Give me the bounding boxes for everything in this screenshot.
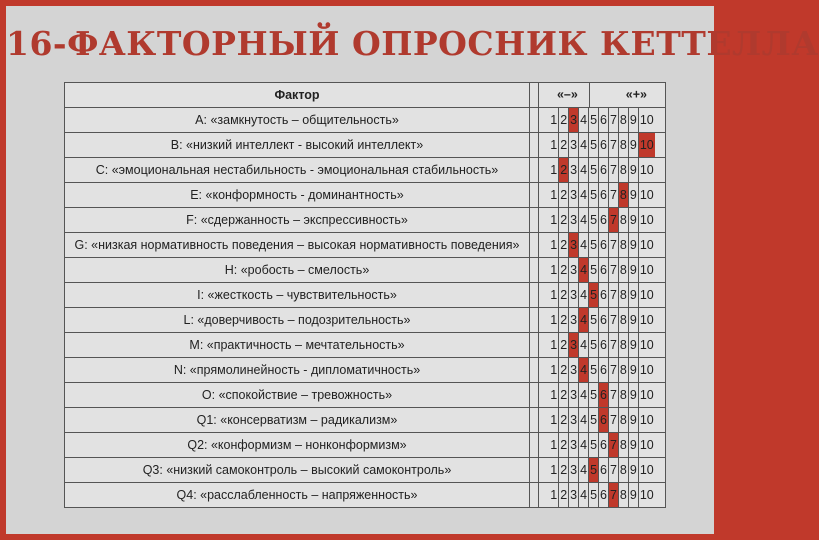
factor-label: Q2: «конформизм – нонконформизм» [65,433,530,458]
scale-value: 3 [568,408,578,432]
row-gap [530,233,539,258]
sten-scale [539,258,666,283]
scale-value: 4 [578,483,588,507]
scale-value: 6 [598,283,608,307]
scale-value-highlighted: 3 [568,333,578,357]
scale-value: 6 [598,208,608,232]
scale-value: 2 [558,458,568,482]
table-row [65,408,666,433]
table-header-row [65,83,666,108]
scale-value: 6 [598,108,608,132]
scale-value: 4 [578,158,588,182]
scale-value: 7 [608,408,618,432]
scale-value: 1 [550,263,558,277]
scale-value: 3 [568,433,578,457]
scale-value: 10 [638,233,655,257]
table-row [65,158,666,183]
scale-value: 5 [588,258,598,282]
scale-value: 10 [638,158,655,182]
scale-value: 6 [598,433,608,457]
scale-value: 10 [638,358,655,382]
scale-value: 3 [568,258,578,282]
factor-label: L: «доверчивость – подозрительность» [65,308,530,333]
scale-value: 6 [598,233,608,257]
scale-value: 7 [608,333,618,357]
scale-value: 9 [628,258,638,282]
scale-value: 9 [628,458,638,482]
factor-label: М: «практичность – мечтательность» [65,333,530,358]
scale-value-highlighted: 7 [608,433,618,457]
scale-value: 7 [608,108,618,132]
scale-value: 7 [608,183,618,207]
table-row [65,358,666,383]
row-gap [530,458,539,483]
table-row [65,458,666,483]
scale-value: 10 [638,383,655,407]
factor-label: О: «спокойствие – тревожность» [65,383,530,408]
scale-value-highlighted: 3 [568,233,578,257]
scale-value-highlighted: 10 [638,133,655,157]
row-gap [530,283,539,308]
table-row [65,133,666,158]
scale-value-highlighted: 4 [578,358,588,382]
scale-value: 10 [638,333,655,357]
scale-value: 1 [550,338,558,352]
scale-value: 10 [638,108,655,132]
row-gap [530,383,539,408]
table-row [65,283,666,308]
table-row [65,208,666,233]
scale-value: 8 [618,408,628,432]
scale-value: 8 [618,208,628,232]
row-gap [530,183,539,208]
scale-value: 7 [608,158,618,182]
sten-scale [539,408,666,433]
scale-value: 10 [638,483,655,507]
row-gap [530,308,539,333]
scale-value-highlighted: 8 [618,183,628,207]
table-row [65,383,666,408]
scale-value: 1 [550,163,558,177]
scale-value: 7 [608,133,618,157]
factor-label: G: «низкая нормативность поведения – высокая нормативность поведения» [65,233,530,258]
row-gap [530,258,539,283]
row-gap [530,433,539,458]
scale-value-highlighted: 4 [578,258,588,282]
scale-value: 2 [558,383,568,407]
scale-value: 8 [618,358,628,382]
scale-value: 6 [598,458,608,482]
scale-value: 3 [568,483,578,507]
scale-value: 4 [578,183,588,207]
scale-value: 8 [618,458,628,482]
sten-scale [539,458,666,483]
scale-value: 6 [598,483,608,507]
scale-value: 3 [568,358,578,382]
row-gap [530,333,539,358]
scale-value-highlighted: 3 [568,108,578,132]
scale-value: 10 [638,458,655,482]
scale-value: 5 [588,408,598,432]
scale-value: 5 [588,333,598,357]
factor-label: N: «прямолинейность - дипломатичность» [65,358,530,383]
scale-value: 10 [638,183,655,207]
header-minus: «–» [556,87,578,102]
sten-scale [539,308,666,333]
scale-value: 9 [628,133,638,157]
table-row [65,308,666,333]
scale-value: 10 [638,433,655,457]
page-title: 16-ФАКТОРНЫЙ ОПРОСНИК КЕТТЕЛЛА [6,24,819,63]
scale-value: 7 [608,233,618,257]
scale-value: 4 [578,408,588,432]
scale-value: 4 [578,208,588,232]
scale-value: 7 [608,458,618,482]
scale-value-highlighted: 6 [598,383,608,407]
sten-scale [539,108,666,133]
scale-value-highlighted: 4 [578,308,588,332]
header-factor: Фактор [65,83,530,108]
table-row [65,333,666,358]
scale-value: 6 [598,158,608,182]
scale-value: 8 [618,233,628,257]
scale-value: 6 [598,358,608,382]
scale-value: 8 [618,258,628,282]
scale-value: 4 [578,333,588,357]
scale-value: 9 [628,383,638,407]
sten-scale [539,433,666,458]
sten-scale [539,183,666,208]
scale-value: 4 [578,283,588,307]
sten-scale [539,283,666,308]
factor-label: Q3: «низкий самоконтроль – высокий самоконтроль» [65,458,530,483]
scale-value: 3 [568,183,578,207]
scale-value: 2 [558,483,568,507]
header-gap [530,83,539,108]
scale-value: 5 [588,208,598,232]
scale-value: 2 [558,208,568,232]
scale-value: 5 [588,433,598,457]
table-row [65,433,666,458]
row-gap [530,158,539,183]
scale-value: 3 [568,383,578,407]
scale-value: 2 [558,433,568,457]
header-plus: «+» [625,87,648,102]
scale-value: 2 [558,333,568,357]
factor-label: Q1: «консерватизм – радикализм» [65,408,530,433]
scale-value: 2 [558,108,568,132]
factor-label: F: «сдержанность – экспрессивность» [65,208,530,233]
scale-value: 7 [608,258,618,282]
factor-table [64,82,666,508]
factor-label: А: «замкнутость – общительность» [65,108,530,133]
scale-value: 8 [618,383,628,407]
scale-value: 8 [618,433,628,457]
scale-value-highlighted: 6 [598,408,608,432]
scale-value: 10 [638,283,655,307]
scale-value: 10 [638,308,655,332]
scale-value: 1 [550,288,558,302]
scale-value: 6 [598,133,608,157]
scale-value: 2 [558,358,568,382]
row-gap [530,133,539,158]
sten-scale [539,383,666,408]
row-gap [530,408,539,433]
factor-label: I: «жесткость – чувствительность» [65,283,530,308]
sten-scale [539,358,666,383]
scale-value: 8 [618,133,628,157]
scale-value: 5 [588,383,598,407]
factor-label: Q4: «расслабленность – напряженность» [65,483,530,508]
scale-value: 7 [608,383,618,407]
scale-value: 6 [598,308,608,332]
scale-value: 1 [550,438,558,452]
scale-value: 9 [628,433,638,457]
scale-value-highlighted: 5 [588,458,598,482]
scale-value: 6 [598,183,608,207]
scale-value: 5 [588,308,598,332]
scale-value: 1 [550,388,558,402]
scale-value: 2 [558,133,568,157]
scale-value: 2 [558,233,568,257]
row-gap [530,358,539,383]
scale-value: 3 [568,133,578,157]
scale-value: 5 [588,483,598,507]
scale-value: 4 [578,108,588,132]
table-row [65,258,666,283]
scale-value: 4 [578,133,588,157]
scale-value: 1 [550,413,558,427]
scale-value: 5 [588,358,598,382]
scale-value: 6 [598,258,608,282]
scale-value: 9 [628,108,638,132]
scale-value: 7 [608,358,618,382]
slide-frame [6,6,819,534]
scale-value: 5 [588,233,598,257]
sten-scale [539,483,666,508]
scale-value: 10 [638,258,655,282]
scale-value: 1 [550,313,558,327]
factor-label: Н: «робость – смелость» [65,258,530,283]
sten-scale [539,158,666,183]
scale-value: 2 [558,308,568,332]
scale-value: 2 [558,183,568,207]
scale-value: 4 [578,458,588,482]
scale-value: 1 [550,213,558,227]
row-gap [530,108,539,133]
header-scale [539,83,666,108]
scale-value: 3 [568,283,578,307]
scale-value: 2 [558,258,568,282]
scale-value: 9 [628,208,638,232]
scale-value-highlighted: 7 [608,483,618,507]
scale-value: 10 [638,208,655,232]
scale-value: 1 [550,488,558,502]
factor-label: Е: «конформность - доминантность» [65,183,530,208]
scale-value: 3 [568,458,578,482]
scale-value: 7 [608,283,618,307]
scale-value: 8 [618,333,628,357]
scale-value: 8 [618,108,628,132]
sten-scale [539,208,666,233]
scale-value: 6 [598,333,608,357]
scale-value: 3 [568,308,578,332]
scale-value: 9 [628,308,638,332]
sten-scale [539,333,666,358]
scale-value: 4 [578,383,588,407]
scale-value: 3 [568,208,578,232]
scale-value: 3 [568,158,578,182]
scale-value: 4 [578,233,588,257]
scale-value: 7 [608,308,618,332]
table-row [65,233,666,258]
sten-scale [539,233,666,258]
scale-value: 1 [550,188,558,202]
scale-value: 1 [550,363,558,377]
row-gap [530,208,539,233]
scale-value: 8 [618,308,628,332]
scale-value: 8 [618,283,628,307]
scale-value: 9 [628,283,638,307]
scale-value: 5 [588,133,598,157]
scale-value: 2 [558,408,568,432]
scale-value: 1 [550,138,558,152]
scale-value: 1 [550,463,558,477]
scale-value: 8 [618,158,628,182]
scale-value: 2 [558,283,568,307]
scale-value: 9 [628,183,638,207]
scale-value: 5 [588,158,598,182]
scale-value-highlighted: 2 [558,158,568,182]
scale-value: 9 [628,158,638,182]
scale-value: 1 [550,113,558,127]
scale-value: 8 [618,483,628,507]
sten-scale [539,133,666,158]
scale-value: 9 [628,358,638,382]
scale-value: 10 [638,408,655,432]
scale-value: 5 [588,183,598,207]
scale-value: 9 [628,333,638,357]
table-row [65,483,666,508]
scale-value-highlighted: 7 [608,208,618,232]
scale-value: 4 [578,433,588,457]
scale-value: 9 [628,408,638,432]
table-row [65,108,666,133]
scale-value: 1 [550,238,558,252]
table-row [65,183,666,208]
scale-value: 5 [588,108,598,132]
factor-label: С: «эмоциональная нестабильность - эмоциональная стабильность» [65,158,530,183]
scale-value: 9 [628,483,638,507]
factor-label: В: «низкий интеллект - высокий интеллект» [65,133,530,158]
scale-value-highlighted: 5 [588,283,598,307]
row-gap [530,483,539,508]
scale-value: 9 [628,233,638,257]
